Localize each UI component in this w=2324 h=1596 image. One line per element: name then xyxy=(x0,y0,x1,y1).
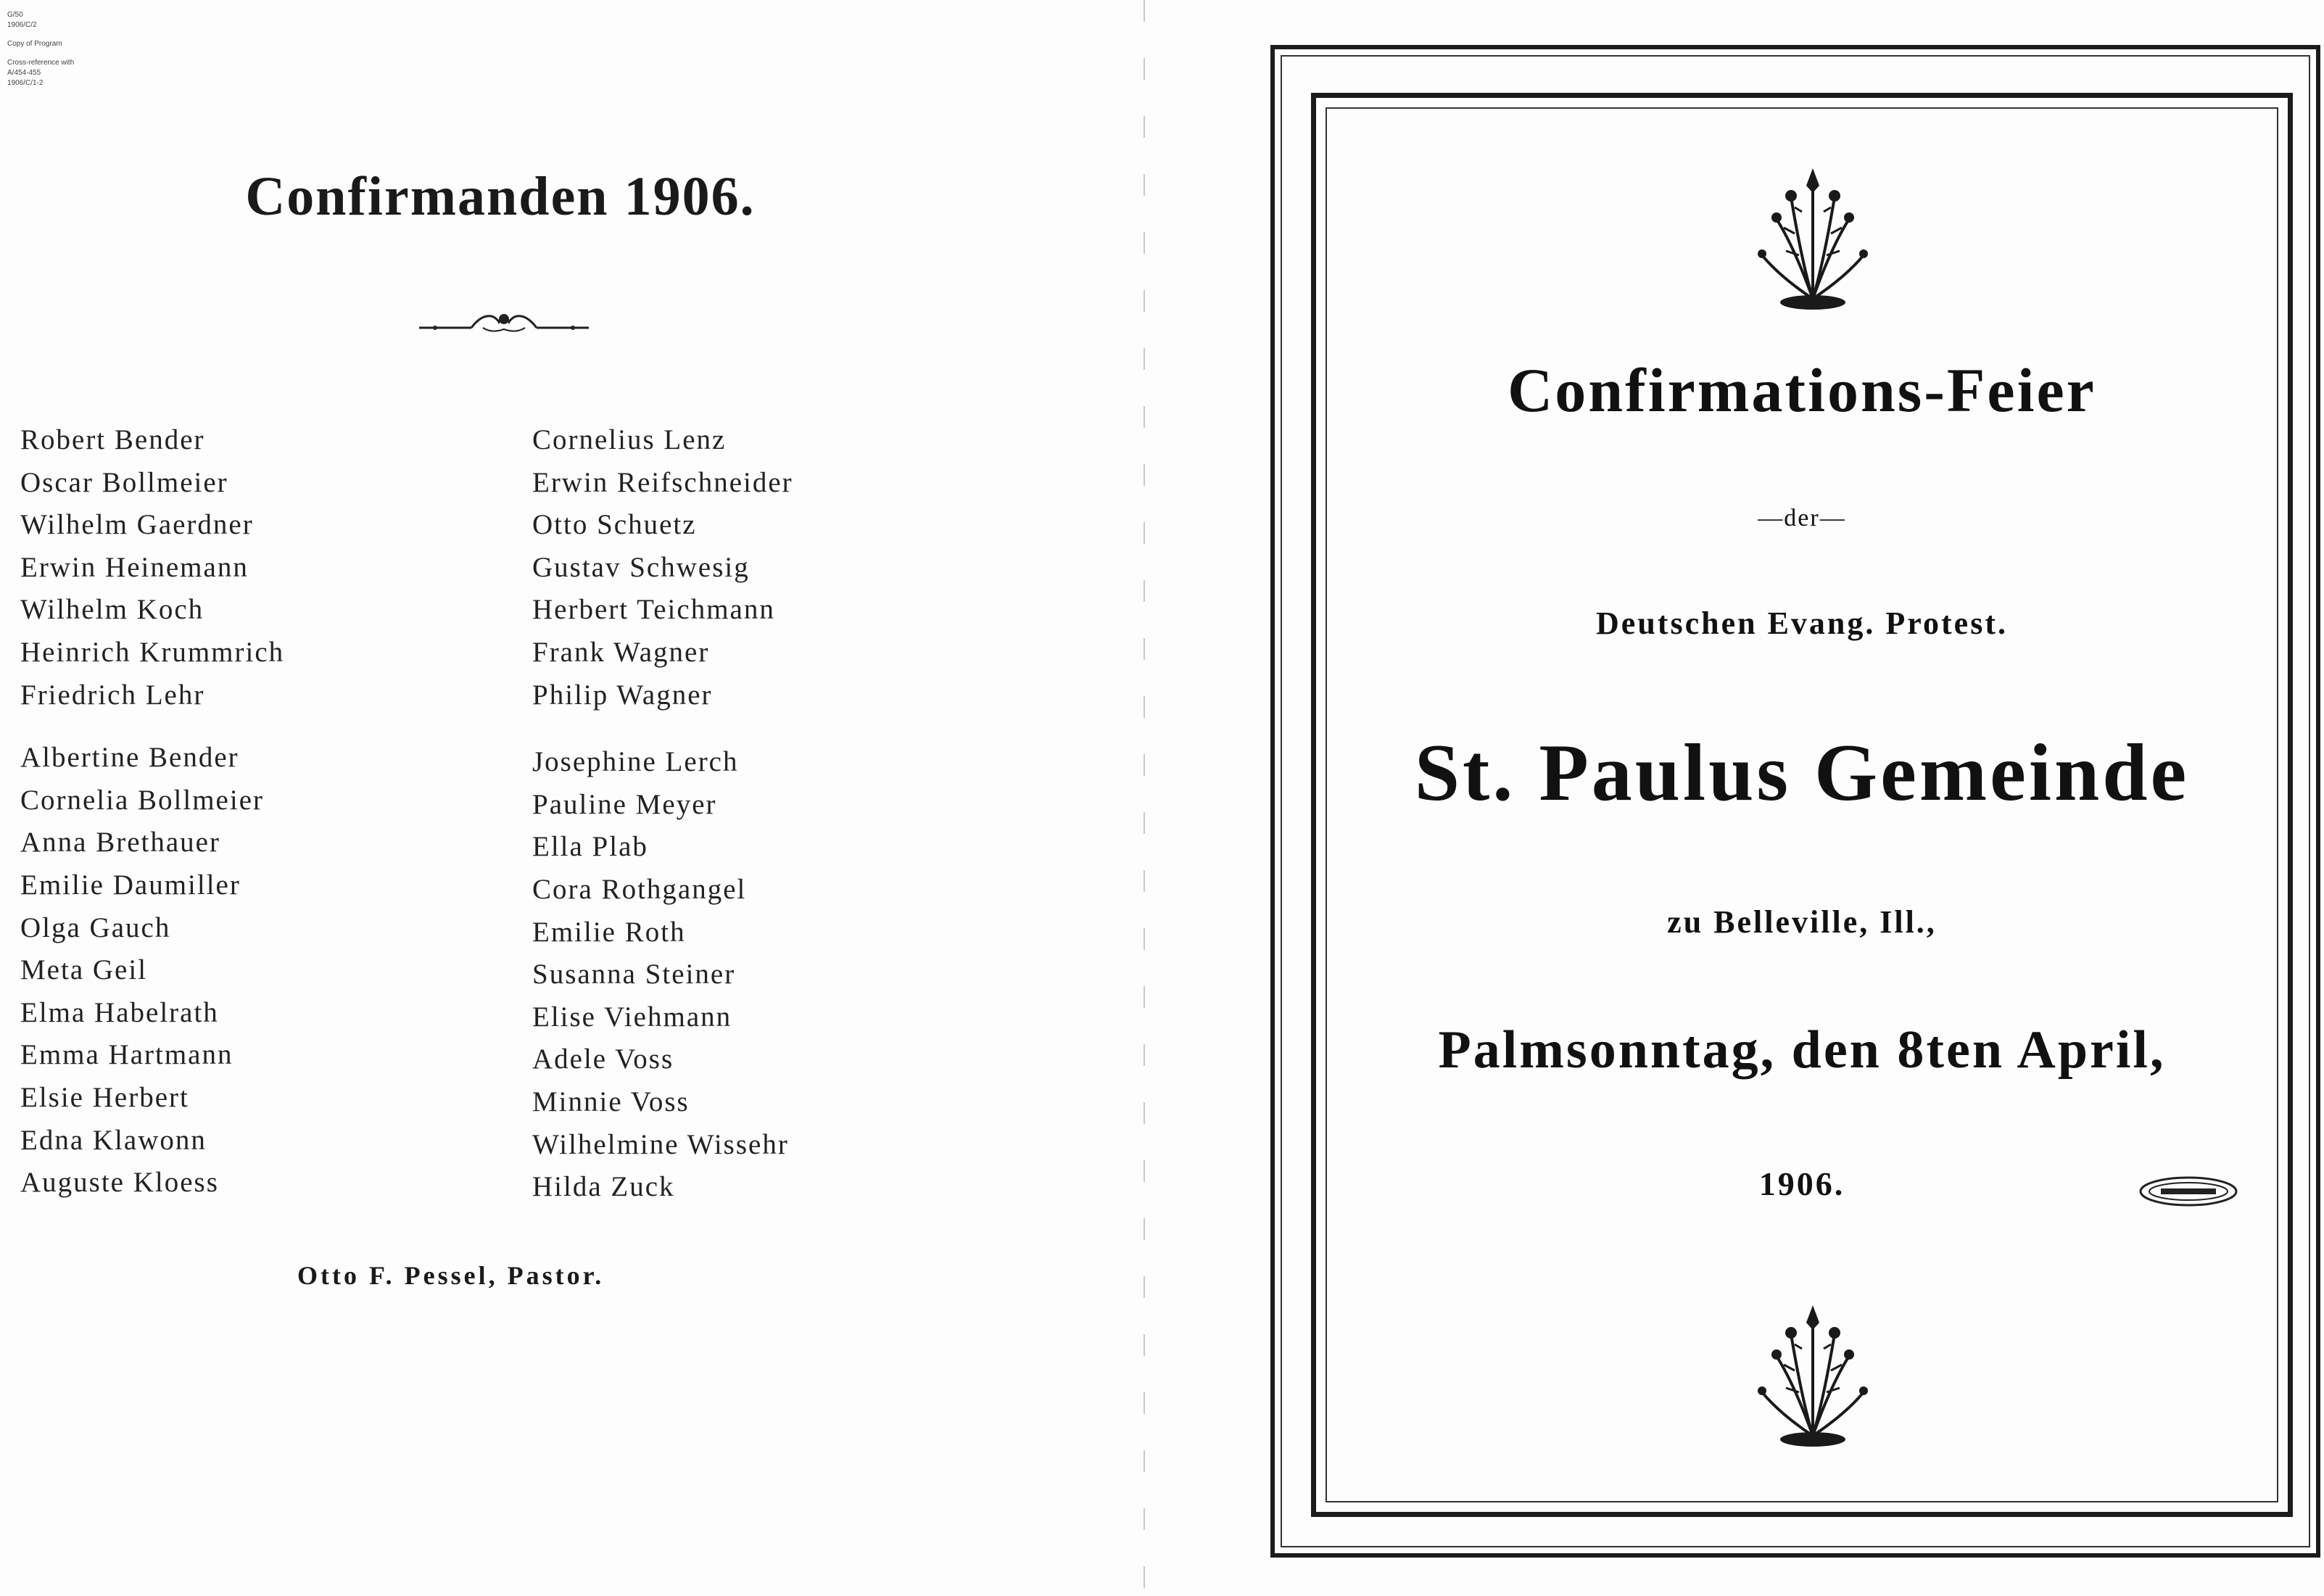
pastor-signature: Otto F. Pessel, Pastor. xyxy=(297,1261,605,1290)
fern-ornament-icon xyxy=(1751,161,1874,313)
printer-seal-icon xyxy=(2138,1175,2239,1208)
confirmand-name: Philip Wagner xyxy=(532,679,713,711)
cover-congregation: St. Paulus Gemeinde xyxy=(1414,728,2190,818)
confirmand-name: Hilda Zuck xyxy=(532,1171,675,1203)
archive-line: G/50 xyxy=(7,11,23,19)
confirmand-name: Pauline Meyer xyxy=(532,788,717,820)
archive-line: 1906/C/1-2 xyxy=(7,79,44,87)
confirmand-name: Erwin Heinemann xyxy=(20,551,249,583)
confirmand-name: Meta Geil xyxy=(20,954,148,986)
confirmand-name: Auguste Kloess xyxy=(20,1167,219,1199)
cover-year: 1906. xyxy=(1758,1165,1845,1202)
confirmand-name: Frank Wagner xyxy=(532,636,710,668)
fern-ornament-icon xyxy=(1751,1298,1874,1450)
confirmand-name: Adele Voss xyxy=(532,1043,674,1075)
confirmand-name: Cornelius Lenz xyxy=(532,424,727,455)
cover-place: zu Belleville, Ill., xyxy=(1667,904,1937,940)
archive-note xyxy=(7,10,74,88)
confirmand-name: Edna Klawonn xyxy=(20,1124,207,1156)
confirmand-name: Wilhelm Gaerdner xyxy=(20,509,254,541)
confirmand-name: Emilie Daumiller xyxy=(20,869,241,901)
confirmand-name: Elsie Herbert xyxy=(20,1081,189,1113)
names-column-left xyxy=(20,419,284,1204)
confirmand-name: Oscar Bollmeier xyxy=(20,466,228,498)
confirmand-name: Albertine Bender xyxy=(20,742,239,774)
cover-denomination: Deutschen Evang. Protest. xyxy=(1596,605,2008,641)
confirmand-name: Josephine Lerch xyxy=(532,746,739,778)
confirmand-name: Cora Rothgangel xyxy=(532,873,747,905)
confirmand-name: Friedrich Lehr xyxy=(20,679,205,711)
confirmand-name: Anna Brethauer xyxy=(20,827,220,859)
names-column-right xyxy=(532,419,793,1209)
confirmand-name: Otto Schuetz xyxy=(532,509,697,541)
archive-line: Cross-reference with xyxy=(7,59,75,67)
confirmands-title: Confirmanden 1906. xyxy=(245,166,756,227)
cover-der: —der— xyxy=(1758,505,1846,532)
confirmand-name: Elma Habelrath xyxy=(20,996,219,1028)
archive-line: Copy of Program xyxy=(7,40,62,48)
confirmand-name: Susanna Steiner xyxy=(532,959,736,991)
confirmand-name: Ella Plab xyxy=(532,831,648,863)
confirmand-name: Emilie Roth xyxy=(532,916,686,948)
cover-date: Palmsonntag, den 8ten April, xyxy=(1438,1020,2166,1080)
confirmand-name: Heinrich Krummrich xyxy=(20,636,285,668)
confirmand-name: Erwin Reifschneider xyxy=(532,466,793,498)
ornament-divider xyxy=(413,305,595,341)
confirmand-name: Cornelia Bollmeier xyxy=(20,784,265,816)
confirmand-name: Emma Hartmann xyxy=(20,1039,233,1071)
confirmand-name: Elise Viehmann xyxy=(532,1001,732,1033)
archive-line: A/454-455 xyxy=(7,69,41,77)
page-fold xyxy=(1143,0,1146,1596)
confirmand-name: Olga Gauch xyxy=(20,911,171,943)
cover-title: Confirmations-Feier xyxy=(1508,355,2096,425)
confirmand-name: Minnie Voss xyxy=(532,1086,690,1117)
confirmand-name: Wilhelm Koch xyxy=(20,594,204,626)
confirmand-name: Wilhelmine Wissehr xyxy=(532,1128,789,1160)
confirmand-name: Herbert Teichmann xyxy=(532,594,775,626)
confirmand-name: Gustav Schwesig xyxy=(532,551,750,583)
archive-line: 1906/C/2 xyxy=(7,21,37,29)
confirmand-name: Robert Bender xyxy=(20,424,205,455)
